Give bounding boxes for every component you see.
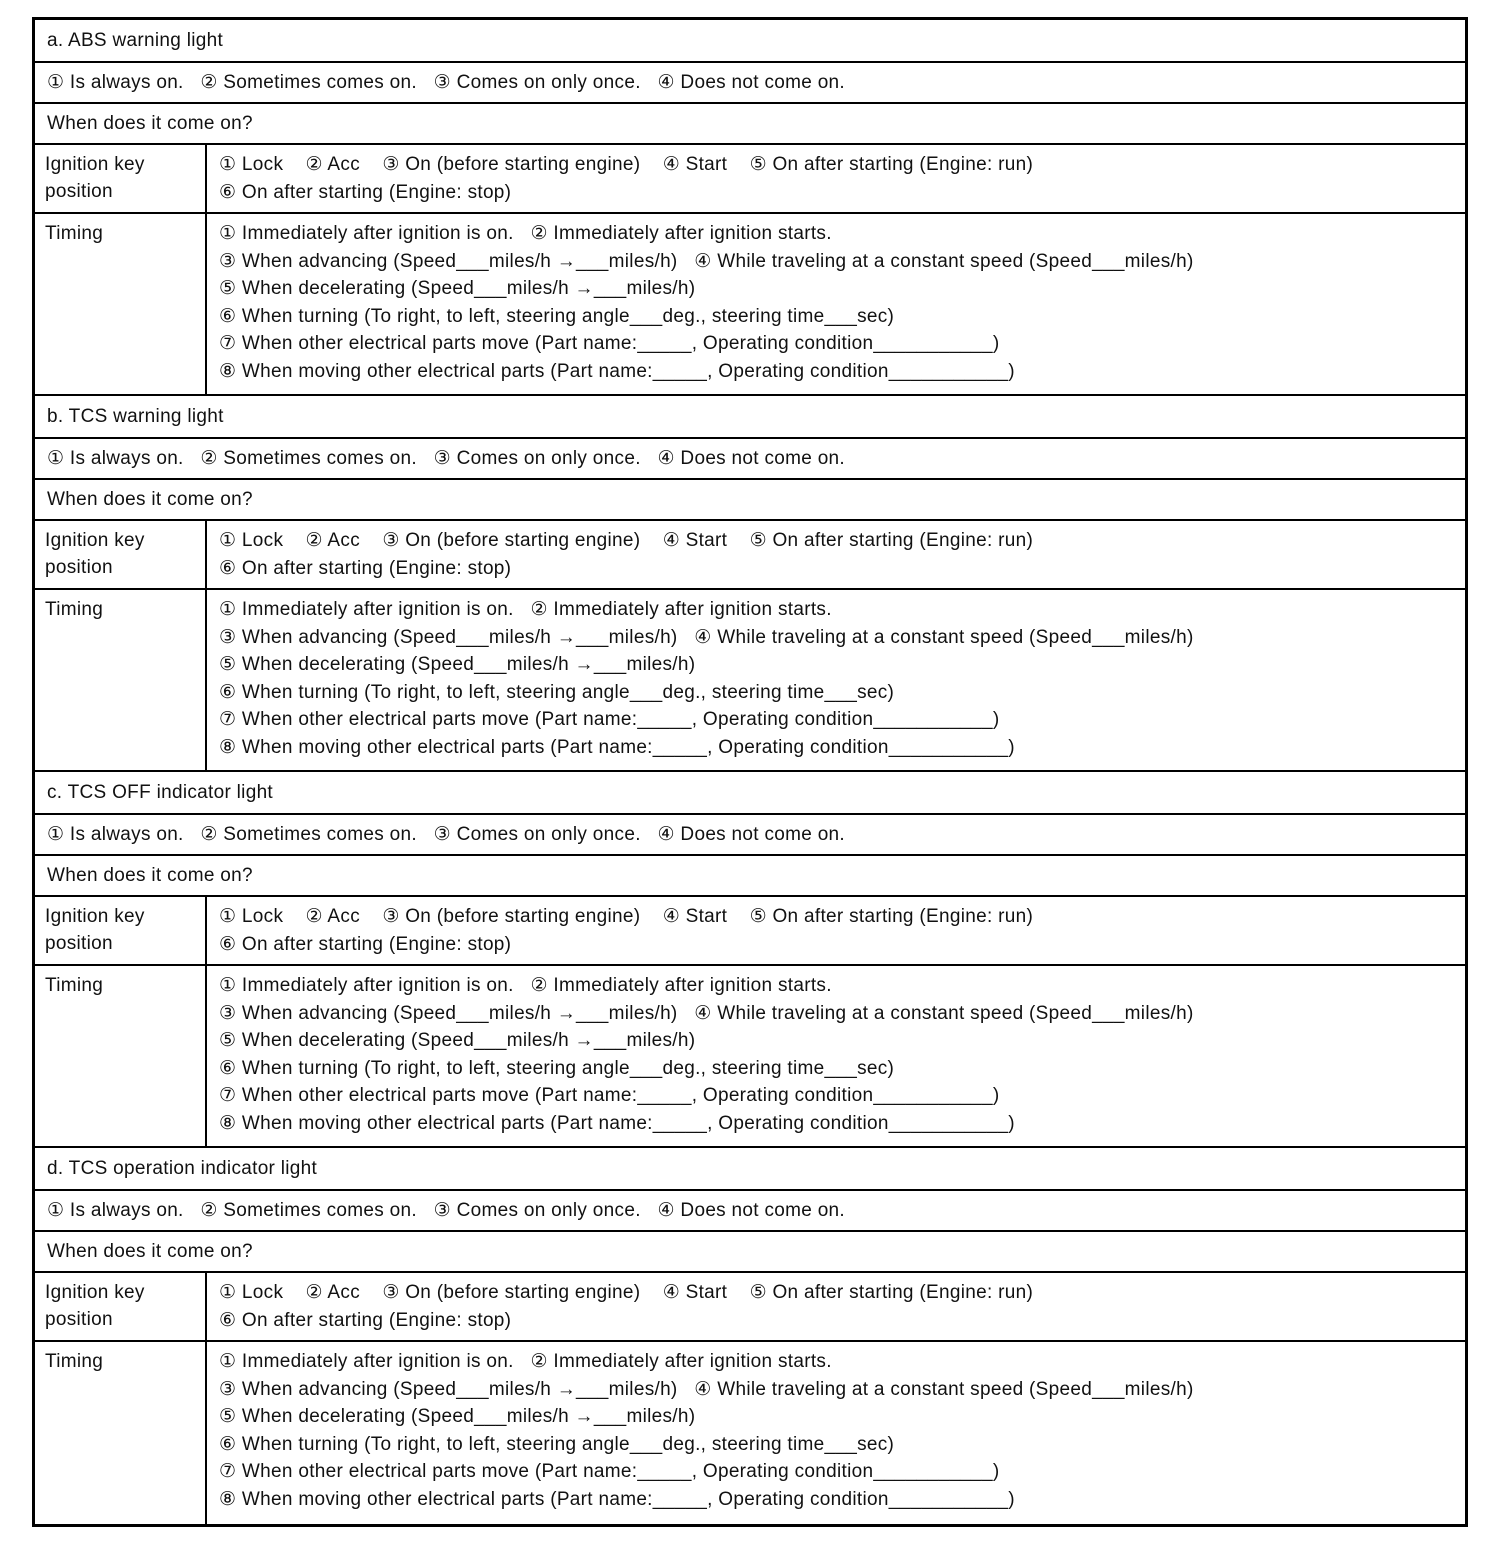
timing-option-line: ⑧ When moving other electrical parts (Part name:_____, Operating condition___________): [219, 1488, 1015, 1510]
timing-option-line: ① Immediately after ignition is on. ② Immediately after ignition starts.: [219, 1351, 832, 1372]
frequency-options: ① Is always on. ② Sometimes comes on. ③ Comes on only once. ④ Does not come on.: [47, 824, 846, 845]
when-row: [35, 856, 1465, 897]
section-title-row: [35, 772, 1465, 815]
timing-option-line: ③ When advancing (Speed___miles/h →___miles/h) ④ While traveling at a constant speed (Speed___miles/h): [219, 1002, 1194, 1024]
ignition-row: [35, 521, 1465, 590]
frequency-options: ① Is always on. ② Sometimes comes on. ③ Comes on only once. ④ Does not come on.: [47, 1200, 846, 1221]
timing-option-line: ① Immediately after ignition is on. ② Immediately after ignition starts.: [219, 223, 832, 244]
when-row: [35, 480, 1465, 521]
timing-option-line: ③ When advancing (Speed___miles/h →___miles/h) ④ While traveling at a constant speed (Speed___miles/h): [219, 626, 1194, 648]
ignition-row: [35, 145, 1465, 214]
ignition-options: [207, 897, 1465, 964]
timing-option-line: ⑤ When decelerating (Speed___miles/h →___miles/h): [219, 654, 696, 675]
timing-options: [207, 966, 1465, 1146]
timing-label: Timing: [35, 1342, 207, 1524]
when-row: [35, 1232, 1465, 1273]
ignition-label: Ignition key position: [35, 1273, 207, 1340]
timing-label: Timing: [35, 966, 207, 1146]
ignition-option-line: ⑥ On after starting (Engine: stop): [219, 557, 512, 579]
timing-option-line: ⑧ When moving other electrical parts (Part name:_____, Operating condition___________): [219, 1112, 1015, 1134]
ignition-row: [35, 897, 1465, 966]
ignition-row: [35, 1273, 1465, 1342]
ignition-label: Ignition key position: [35, 145, 207, 212]
timing-row: [35, 590, 1465, 772]
timing-options: [207, 590, 1465, 770]
timing-label: Timing: [35, 214, 207, 394]
timing-option-line: ③ When advancing (Speed___miles/h →___miles/h) ④ While traveling at a constant speed (Speed___miles/h): [219, 1378, 1194, 1400]
timing-option-line: ⑦ When other electrical parts move (Part name:_____, Operating condition___________): [219, 1085, 1000, 1106]
timing-option-line: ⑦ When other electrical parts move (Part name:_____, Operating condition___________): [219, 1461, 1000, 1482]
ignition-option-line: ⑥ On after starting (Engine: stop): [219, 181, 512, 203]
timing-row: [35, 1342, 1465, 1524]
timing-option-line: ⑦ When other electrical parts move (Part name:_____, Operating condition___________): [219, 333, 1000, 354]
timing-option-line: ① Immediately after ignition is on. ② Immediately after ignition starts.: [219, 975, 832, 996]
timing-option-line: ③ When advancing (Speed___miles/h →___miles/h) ④ While traveling at a constant speed (Speed___miles/h): [219, 250, 1194, 272]
frequency-row: [35, 439, 1465, 480]
ignition-label: Ignition key position: [35, 897, 207, 964]
sections-container: [35, 20, 1465, 1524]
when-label: When does it come on?: [47, 488, 253, 510]
timing-option-line: ⑦ When other electrical parts move (Part name:_____, Operating condition___________): [219, 709, 1000, 730]
warning-light-checklist-form: [32, 17, 1468, 1527]
section-title-row: [35, 396, 1465, 439]
timing-option-line: ① Immediately after ignition is on. ② Immediately after ignition starts.: [219, 599, 832, 620]
timing-option-line: ⑥ When turning (To right, to left, steering angle___deg., steering time___sec): [219, 1433, 895, 1455]
frequency-row: [35, 63, 1465, 104]
ignition-option-line: ① Lock ② Acc ③ On (before starting engine) ④ Start ⑤ On after starting (Engine: run): [219, 906, 1034, 927]
section-title: d. TCS operation indicator light: [47, 1157, 318, 1179]
ignition-option-line: ① Lock ② Acc ③ On (before starting engine) ④ Start ⑤ On after starting (Engine: run): [219, 1282, 1034, 1303]
timing-option-line: ⑧ When moving other electrical parts (Part name:_____, Operating condition___________): [219, 736, 1015, 758]
when-row: [35, 104, 1465, 145]
timing-options: [207, 1342, 1465, 1524]
frequency-options: ① Is always on. ② Sometimes comes on. ③ Comes on only once. ④ Does not come on.: [47, 72, 846, 93]
frequency-options: ① Is always on. ② Sometimes comes on. ③ Comes on only once. ④ Does not come on.: [47, 448, 846, 469]
when-label: When does it come on?: [47, 112, 253, 134]
timing-option-line: ⑤ When decelerating (Speed___miles/h →___miles/h): [219, 1406, 696, 1427]
section-title-row: [35, 20, 1465, 63]
frequency-row: [35, 1191, 1465, 1232]
ignition-options: [207, 1273, 1465, 1340]
timing-row: [35, 966, 1465, 1148]
ignition-label: Ignition key position: [35, 521, 207, 588]
section-title-row: [35, 1148, 1465, 1191]
section-title: b. TCS warning light: [47, 405, 224, 427]
ignition-option-line: ① Lock ② Acc ③ On (before starting engine) ④ Start ⑤ On after starting (Engine: run): [219, 530, 1034, 551]
timing-option-line: ⑧ When moving other electrical parts (Part name:_____, Operating condition___________): [219, 360, 1015, 382]
timing-option-line: ⑤ When decelerating (Speed___miles/h →___miles/h): [219, 278, 696, 299]
ignition-option-line: ⑥ On after starting (Engine: stop): [219, 933, 512, 955]
timing-row: [35, 214, 1465, 396]
timing-option-line: ⑥ When turning (To right, to left, steering angle___deg., steering time___sec): [219, 305, 895, 327]
section-title: c. TCS OFF indicator light: [47, 781, 274, 803]
when-label: When does it come on?: [47, 864, 253, 886]
ignition-option-line: ⑥ On after starting (Engine: stop): [219, 1309, 512, 1331]
timing-option-line: ⑤ When decelerating (Speed___miles/h →___miles/h): [219, 1030, 696, 1051]
timing-options: [207, 214, 1465, 394]
frequency-row: [35, 815, 1465, 856]
ignition-option-line: ① Lock ② Acc ③ On (before starting engine) ④ Start ⑤ On after starting (Engine: run): [219, 154, 1034, 175]
ignition-options: [207, 521, 1465, 588]
timing-option-line: ⑥ When turning (To right, to left, steering angle___deg., steering time___sec): [219, 681, 895, 703]
when-label: When does it come on?: [47, 1240, 253, 1262]
ignition-options: [207, 145, 1465, 212]
timing-option-line: ⑥ When turning (To right, to left, steering angle___deg., steering time___sec): [219, 1057, 895, 1079]
timing-label: Timing: [35, 590, 207, 770]
section-title: a. ABS warning light: [47, 29, 224, 51]
